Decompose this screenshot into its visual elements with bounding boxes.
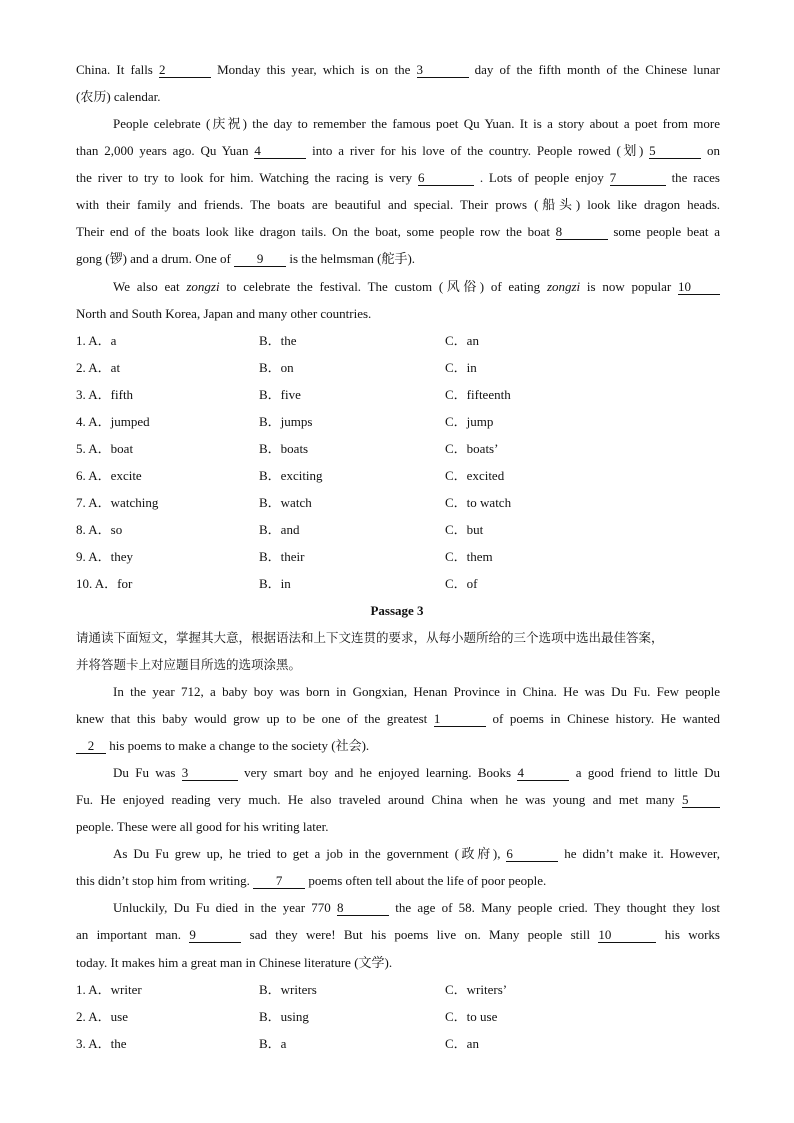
option-8b: B．and: [259, 522, 300, 537]
option-5b: B．boats: [259, 441, 309, 456]
passage2-line-1: China. It falls 2 Monday this year, which is on the 3 day of the fifth month of the Chinese lunar: [76, 62, 720, 77]
option-5c: C．boats’: [445, 441, 499, 456]
passage3-instruction-line-2: 并将答题卡上对应题目所选的选项涂黑。: [76, 657, 302, 672]
option-2b: B．on: [259, 360, 294, 375]
passage2-line-3: People celebrate (庆祝) the day to remember the famous poet Qu Yuan. It is a story about a poet from more: [113, 116, 720, 131]
blank-4: 4: [254, 144, 306, 159]
passage2-line-7: Their end of the boats look like dragon tails. On the boat, some people row the boat 8 some people beat a: [76, 224, 721, 239]
passage3-line-11: today. It makes him a great man in Chinese literature (文学).: [76, 955, 393, 970]
blank-p3-9: 9: [189, 928, 241, 943]
passage2-line-6: with their family and friends. The boats are beautiful and special. Their prows (船头) look like dragon heads.: [76, 197, 720, 212]
option-8c: C．but: [445, 522, 484, 537]
option-4a: 4. A．jumped: [76, 414, 150, 429]
option-5a: 5. A．boat: [76, 441, 134, 456]
option-10a: 10. A．for: [76, 576, 133, 591]
passage3-line-9: Unluckily, Du Fu died in the year 770 8 the age of 58. Many people cried. They thought they lost: [113, 900, 720, 915]
passage3-line-1: In the year 712, a baby boy was born in Gongxian, Henan Province in China. He was Du Fu. Few people: [113, 684, 720, 699]
blank-8: 8: [556, 225, 608, 240]
passage3-line-6: people. These were all good for his writing later.: [76, 819, 329, 834]
blank-9: 9: [234, 252, 286, 267]
blank-p3-1: 1: [434, 712, 486, 727]
passage3-line-4: Du Fu was 3 very smart boy and he enjoyed learning. Books 4 a good friend to little Du: [113, 765, 720, 780]
option-1a: 1. A．a: [76, 333, 117, 348]
p3-option-1b: B．writers: [259, 982, 317, 997]
p3-option-1a: 1. A．writer: [76, 982, 142, 997]
blank-p3-2: 2: [76, 739, 106, 754]
option-7a: 7. A．watching: [76, 495, 159, 510]
option-2c: C．in: [445, 360, 477, 375]
passage2-line-10: North and South Korea, Japan and many other countries.: [76, 306, 372, 321]
option-4b: B．jumps: [259, 414, 313, 429]
passage3-instruction-line-1: 请通读下面短文，掌握其大意，根据语法和上下文连贯的要求，从每小题所给的三个选项中选出最佳答案，: [76, 630, 664, 645]
passage3-line-10: an important man. 9 sad they were! But his poems live on. Many people still 10 his works: [76, 927, 720, 942]
option-4c: C．jump: [445, 414, 494, 429]
blank-p3-3: 3: [182, 766, 238, 781]
blank-6: 6: [418, 171, 474, 186]
option-6c: C．excited: [445, 468, 505, 483]
option-9b: B．their: [259, 549, 305, 564]
p3-option-2a: 2. A．use: [76, 1009, 129, 1024]
option-8a: 8. A．so: [76, 522, 123, 537]
passage2-line-4: than 2,000 years ago. Qu Yuan 4 into a river for his love of the country. People rowed (划) 5 on: [76, 143, 721, 158]
passage2-line-2: (农历) calendar.: [76, 89, 161, 104]
passage3-line-5: Fu. He enjoyed reading very much. He also traveled around China when he was young and met many 5: [76, 792, 720, 808]
option-6b: B．exciting: [259, 468, 323, 483]
option-6a: 6. A．excite: [76, 468, 142, 483]
p3-option-3c: C．an: [445, 1036, 479, 1051]
passage2-line-9: We also eat zongzi to celebrate the festival. The custom (风俗) of eating zongzi is now popular 10: [113, 279, 720, 295]
blank-2: 2: [159, 63, 211, 78]
blank-p3-8: 8: [337, 901, 389, 916]
p3-option-3b: B．a: [259, 1036, 287, 1051]
passage3-line-2: knew that this baby would grow up to be one of the greatest 1 of poems in Chinese history. He wanted: [76, 711, 720, 726]
blank-10: 10: [678, 280, 720, 295]
p3-option-3a: 3. A．the: [76, 1036, 127, 1051]
passage3-title: Passage 3: [370, 603, 424, 618]
passage3-line-8: this didn’t stop him from writing. 7 poems often tell about the life of poor people.: [76, 873, 547, 888]
passage2-line-5: the river to try to look for him. Watching the racing is very 6 . Lots of people enjoy 7 the races: [76, 170, 720, 185]
passage3-line-3: 2 his poems to make a change to the society (社会).: [76, 738, 720, 754]
blank-5: 5: [649, 144, 701, 159]
option-10c: C．of: [445, 576, 478, 591]
option-10b: B．in: [259, 576, 291, 591]
p3-option-1c: C．writers’: [445, 982, 508, 997]
passage3-line-7: As Du Fu grew up, he tried to get a job in the government (政府), 6 he didn’t make it. However,: [113, 846, 720, 861]
p3-option-2b: B．using: [259, 1009, 309, 1024]
blank-p3-5: 5: [682, 793, 720, 808]
option-3b: B．five: [259, 387, 301, 402]
blank-p3-10: 10: [598, 928, 656, 943]
option-2a: 2. A．at: [76, 360, 121, 375]
blank-7: 7: [610, 171, 666, 186]
p3-option-2c: C．to use: [445, 1009, 498, 1024]
option-7c: C．to watch: [445, 495, 512, 510]
blank-3: 3: [417, 63, 469, 78]
option-3c: C．fifteenth: [445, 387, 511, 402]
option-3a: 3. A．fifth: [76, 387, 134, 402]
option-9a: 9. A．they: [76, 549, 134, 564]
blank-p3-7: 7: [253, 874, 305, 889]
option-7b: B．watch: [259, 495, 312, 510]
passage2-line-8: gong (锣) and a drum. One of 9 is the helmsman (舵手).: [76, 251, 416, 266]
option-1c: C．an: [445, 333, 479, 348]
option-1b: B．the: [259, 333, 297, 348]
blank-p3-6: 6: [506, 847, 558, 862]
blank-p3-4: 4: [517, 766, 569, 781]
option-9c: C．them: [445, 549, 493, 564]
